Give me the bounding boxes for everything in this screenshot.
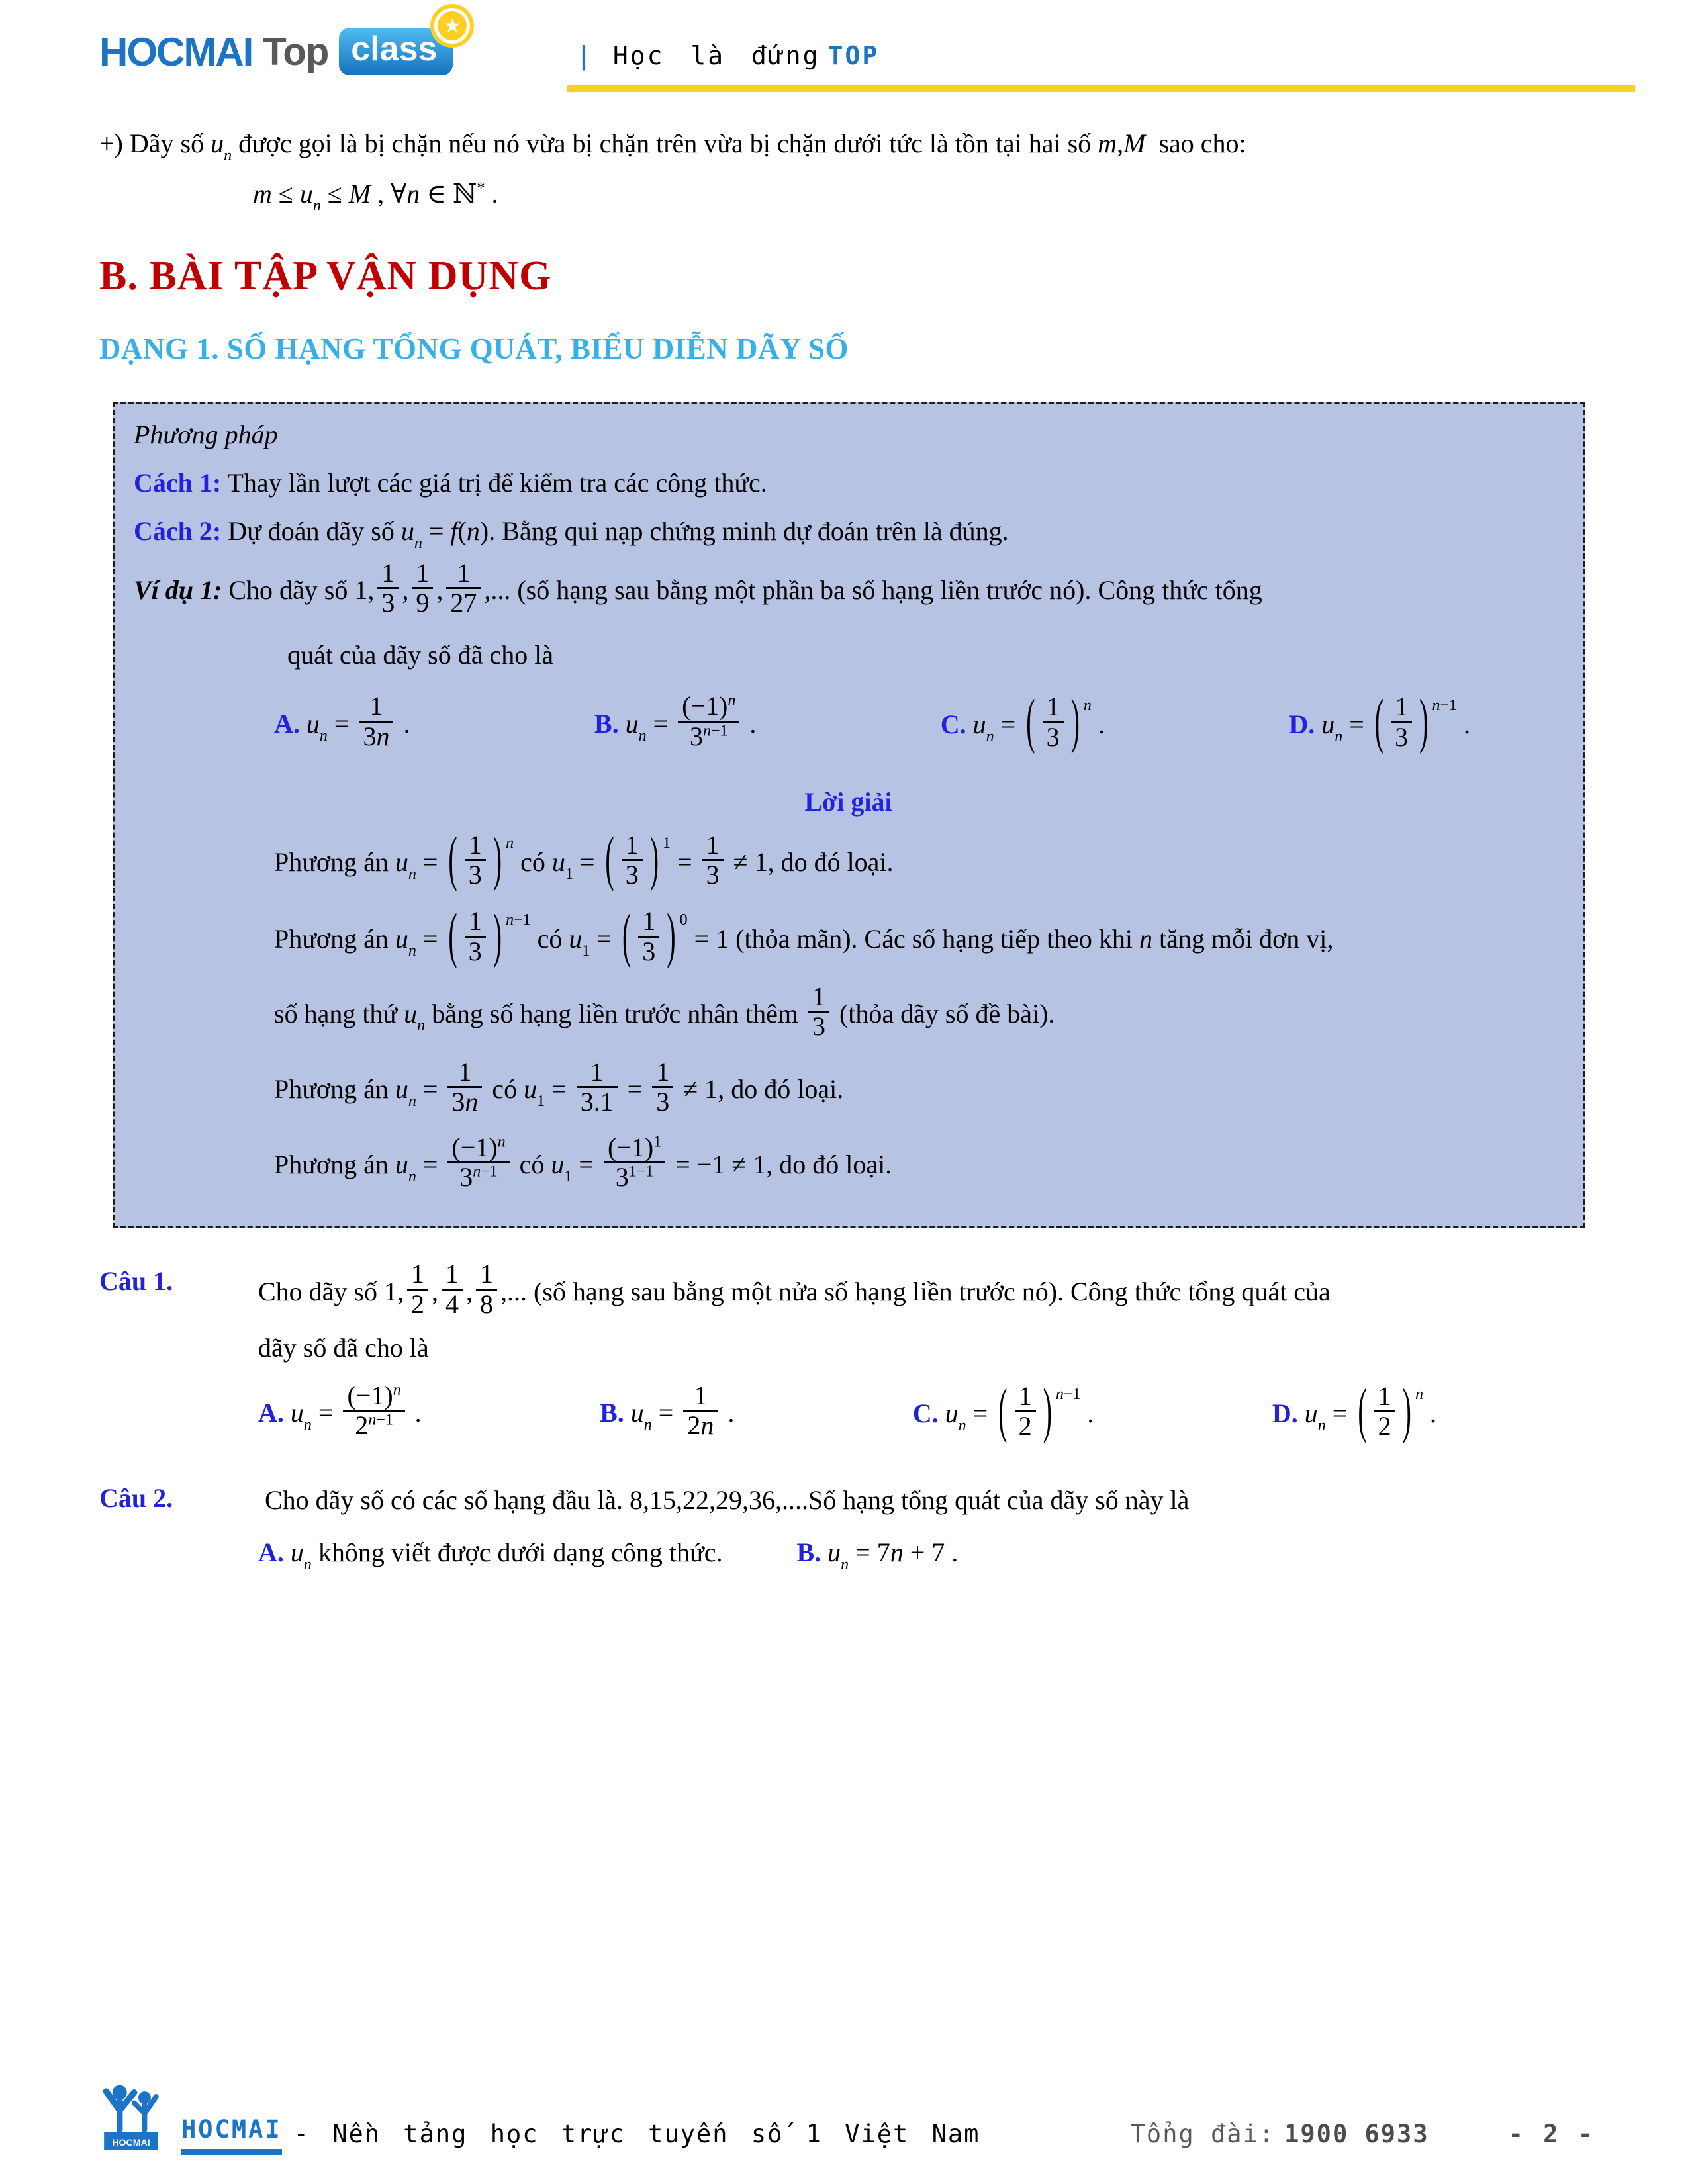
question-2-answer-options bbox=[99, 1537, 1635, 1573]
option-formula: $u_n$ = $\frac{1}{2n}$ . bbox=[630, 1381, 735, 1441]
question-2-label: Câu 2. bbox=[99, 1482, 173, 1513]
option-formula: $u_n$ = ( $\frac{1}{2}$ ) $^n$ . bbox=[1304, 1375, 1436, 1444]
example1-line2: quát của dãy số đã cho là bbox=[287, 639, 554, 670]
answer-option bbox=[594, 691, 757, 756]
cach2-label: Cách 2: bbox=[134, 516, 222, 546]
footer-description: - Nền tảng học trực tuyến số 1 Việt Nam bbox=[293, 2120, 980, 2148]
solution-line: Phương án $u_n$ = $\frac{(-1)^n}{3^{n-1}}$ có $u_1$ = $\frac{(-1)^1}{3^{1-1}}$ = −1 ≠ 1, do đó loại. bbox=[274, 1132, 892, 1193]
option-formula: $u_n$ = $\frac{(-1)^n}{2^{n-1}}$ . bbox=[290, 1381, 422, 1441]
method-cach1-line bbox=[134, 467, 1563, 498]
solution-line: số hạng thứ $u_n$ bằng số hạng liền trước nhân thêm $\frac{1}{3}$ (thỏa dãy số đề bài). bbox=[274, 981, 1055, 1042]
question-2-row bbox=[99, 1482, 1635, 1518]
solution-line: Phương án $u_n$ = ( $\frac{1}{3}$ ) $^n$ có $u_1$ = ( $\frac{1}{3}$ ) $^1$ = $\frac{1}{3}$ ≠ 1, do đó loại. bbox=[274, 824, 894, 893]
option-label: B. bbox=[796, 1537, 821, 1567]
footer-brand-link[interactable]: HOCMAI bbox=[181, 2115, 282, 2155]
logo-class-text: class bbox=[351, 30, 438, 68]
tagline-text: Học là đứng bbox=[612, 41, 820, 70]
page-number: - 2 - bbox=[1508, 2120, 1595, 2148]
dang1-heading: DẠNG 1. SỐ HẠNG TỔNG QUÁT, BIỂU DIỄN DÃY SỐ bbox=[99, 332, 849, 365]
option-formula: $u_n = 7n + 7$ . bbox=[827, 1537, 959, 1573]
option-formula: $u_n$ không viết được dưới dạng công thức. bbox=[290, 1537, 723, 1573]
logo-top-text: Top bbox=[263, 30, 329, 73]
method-cach2-line bbox=[134, 516, 1563, 552]
question-2-text: Cho dãy số có các số hạng đầu là. 8,15,22,29,36,....Số hạng tổng quát của dãy số này là bbox=[258, 1484, 1190, 1515]
solution-line: Phương án $u_n$ = ( $\frac{1}{3}$ ) $^{n-1}$ có $u_1$ = ( $\frac{1}{3}$ ) $^0$ = 1 (thỏa mãn). Các số hạng tiếp theo khi n tăng mỗi đơn vị, bbox=[274, 900, 1334, 970]
solution-heading: Lời giải bbox=[804, 787, 892, 817]
option-label: A. bbox=[258, 1398, 284, 1428]
option-formula: $u_n$ = ( $\frac{1}{3}$ ) $^n$ . bbox=[972, 686, 1105, 755]
hotline-label: Tổng đài: bbox=[1130, 2120, 1276, 2148]
example1-label: Ví dụ 1: bbox=[134, 575, 222, 606]
footer-hotline bbox=[1131, 2120, 1429, 2155]
option-label: B. bbox=[600, 1398, 624, 1428]
logo-class-badge bbox=[339, 15, 461, 75]
logo-hocmai-text: HOCMAI bbox=[99, 29, 253, 74]
method-box bbox=[113, 402, 1585, 1228]
option-label: D. bbox=[1289, 709, 1315, 739]
question-1-text: Cho dãy số 1, $\frac{1}{2}$ , $\frac{1}{4}$ , $\frac{1}{8}$ ,... (số hạng sau bằng một nửa số hạng liền trước nó). Công thức tổng quát của bbox=[258, 1259, 1331, 1319]
answer-option bbox=[600, 1381, 735, 1445]
hotline-number: 1900 6933 bbox=[1284, 2120, 1429, 2148]
cach1-label: Cách 1: bbox=[134, 468, 222, 498]
option-label: A. bbox=[274, 708, 300, 739]
page-footer bbox=[99, 2082, 1635, 2155]
option-label: A. bbox=[258, 1537, 284, 1567]
answer-option bbox=[912, 1375, 1094, 1445]
option-label: C. bbox=[940, 709, 966, 739]
option-label: C. bbox=[912, 1398, 939, 1429]
answer-option bbox=[274, 691, 410, 756]
cach2-text: Dự đoán dãy số $u_n = f(n)$. Bằng qui nạp chứng minh dự đoán trên là đúng. bbox=[221, 516, 1009, 552]
example1-text: Cho dãy số 1, $\frac{1}{3}$ , $\frac{1}{9}$ , $\frac{1}{27}$ ,... (số hạng sau bằng một phần ba số hạng liền trước nó). Công thức tổng bbox=[222, 557, 1262, 618]
question-1 bbox=[99, 1259, 1635, 1445]
method-label: Phương pháp bbox=[134, 420, 278, 449]
answer-option bbox=[940, 686, 1105, 756]
question-2 bbox=[99, 1482, 1635, 1573]
bounded-sequence-paragraph: +) Dãy số $u_n$ được gọi là bị chặn nếu nó vừa bị chặn trên vừa bị chặn dưới tức là tồn tại hai số m,M sao cho: bbox=[99, 128, 1246, 164]
page-header bbox=[99, 15, 1635, 92]
header-tagline bbox=[567, 24, 1635, 92]
option-formula: $u_n$ = $\frac{1}{3n}$ . bbox=[306, 691, 410, 751]
answer-option bbox=[796, 1537, 959, 1573]
bounded-sequence-formula: $m \le u_n \le M$ , ∀n ∈ ℕ* . bbox=[253, 179, 498, 214]
answer-option bbox=[1289, 686, 1470, 756]
example1-line1 bbox=[134, 557, 1563, 622]
star-icon: ★ bbox=[434, 8, 470, 44]
option-formula: $u_n$ = ( $\frac{1}{2}$ ) $^{n-1}$ . bbox=[945, 1375, 1094, 1444]
answer-option bbox=[258, 1537, 723, 1573]
question-1-text-line2: dãy số đã cho là bbox=[258, 1333, 429, 1363]
answer-option bbox=[1272, 1375, 1436, 1445]
footer-logo-label: HOCMAI bbox=[112, 2136, 150, 2148]
section-b-heading: B. BÀI TẬP VẬN DỤNG bbox=[99, 253, 552, 298]
question-1-row bbox=[99, 1259, 1635, 1324]
tagline-divider-bar: | bbox=[576, 41, 593, 70]
option-label: B. bbox=[594, 708, 619, 739]
option-formula: $u_n$ = $\frac{(-1)^n}{3^{n-1}}$ . bbox=[625, 691, 757, 751]
answer-option bbox=[258, 1381, 422, 1445]
question-1-label: Câu 1. bbox=[99, 1265, 173, 1296]
example1-answer-options bbox=[134, 670, 1563, 756]
tagline-top-word: TOP bbox=[827, 41, 880, 70]
cach1-text: Thay lần lượt các giá trị để kiểm tra các công thức. bbox=[221, 468, 767, 498]
option-formula: $u_n$ = ( $\frac{1}{3}$ ) $^{n-1}$ . bbox=[1321, 686, 1470, 755]
solution-line: Phương án $u_n$ = $\frac{1}{3n}$ có $u_1$ = $\frac{1}{3.1}$ = $\frac{1}{3}$ ≠ 1, do đó loại. bbox=[274, 1056, 844, 1117]
hocmai-footer-logo-icon bbox=[99, 2082, 163, 2155]
option-label: D. bbox=[1272, 1398, 1298, 1429]
hocmai-topclass-logo bbox=[99, 15, 567, 75]
question-1-answer-options bbox=[99, 1363, 1635, 1445]
